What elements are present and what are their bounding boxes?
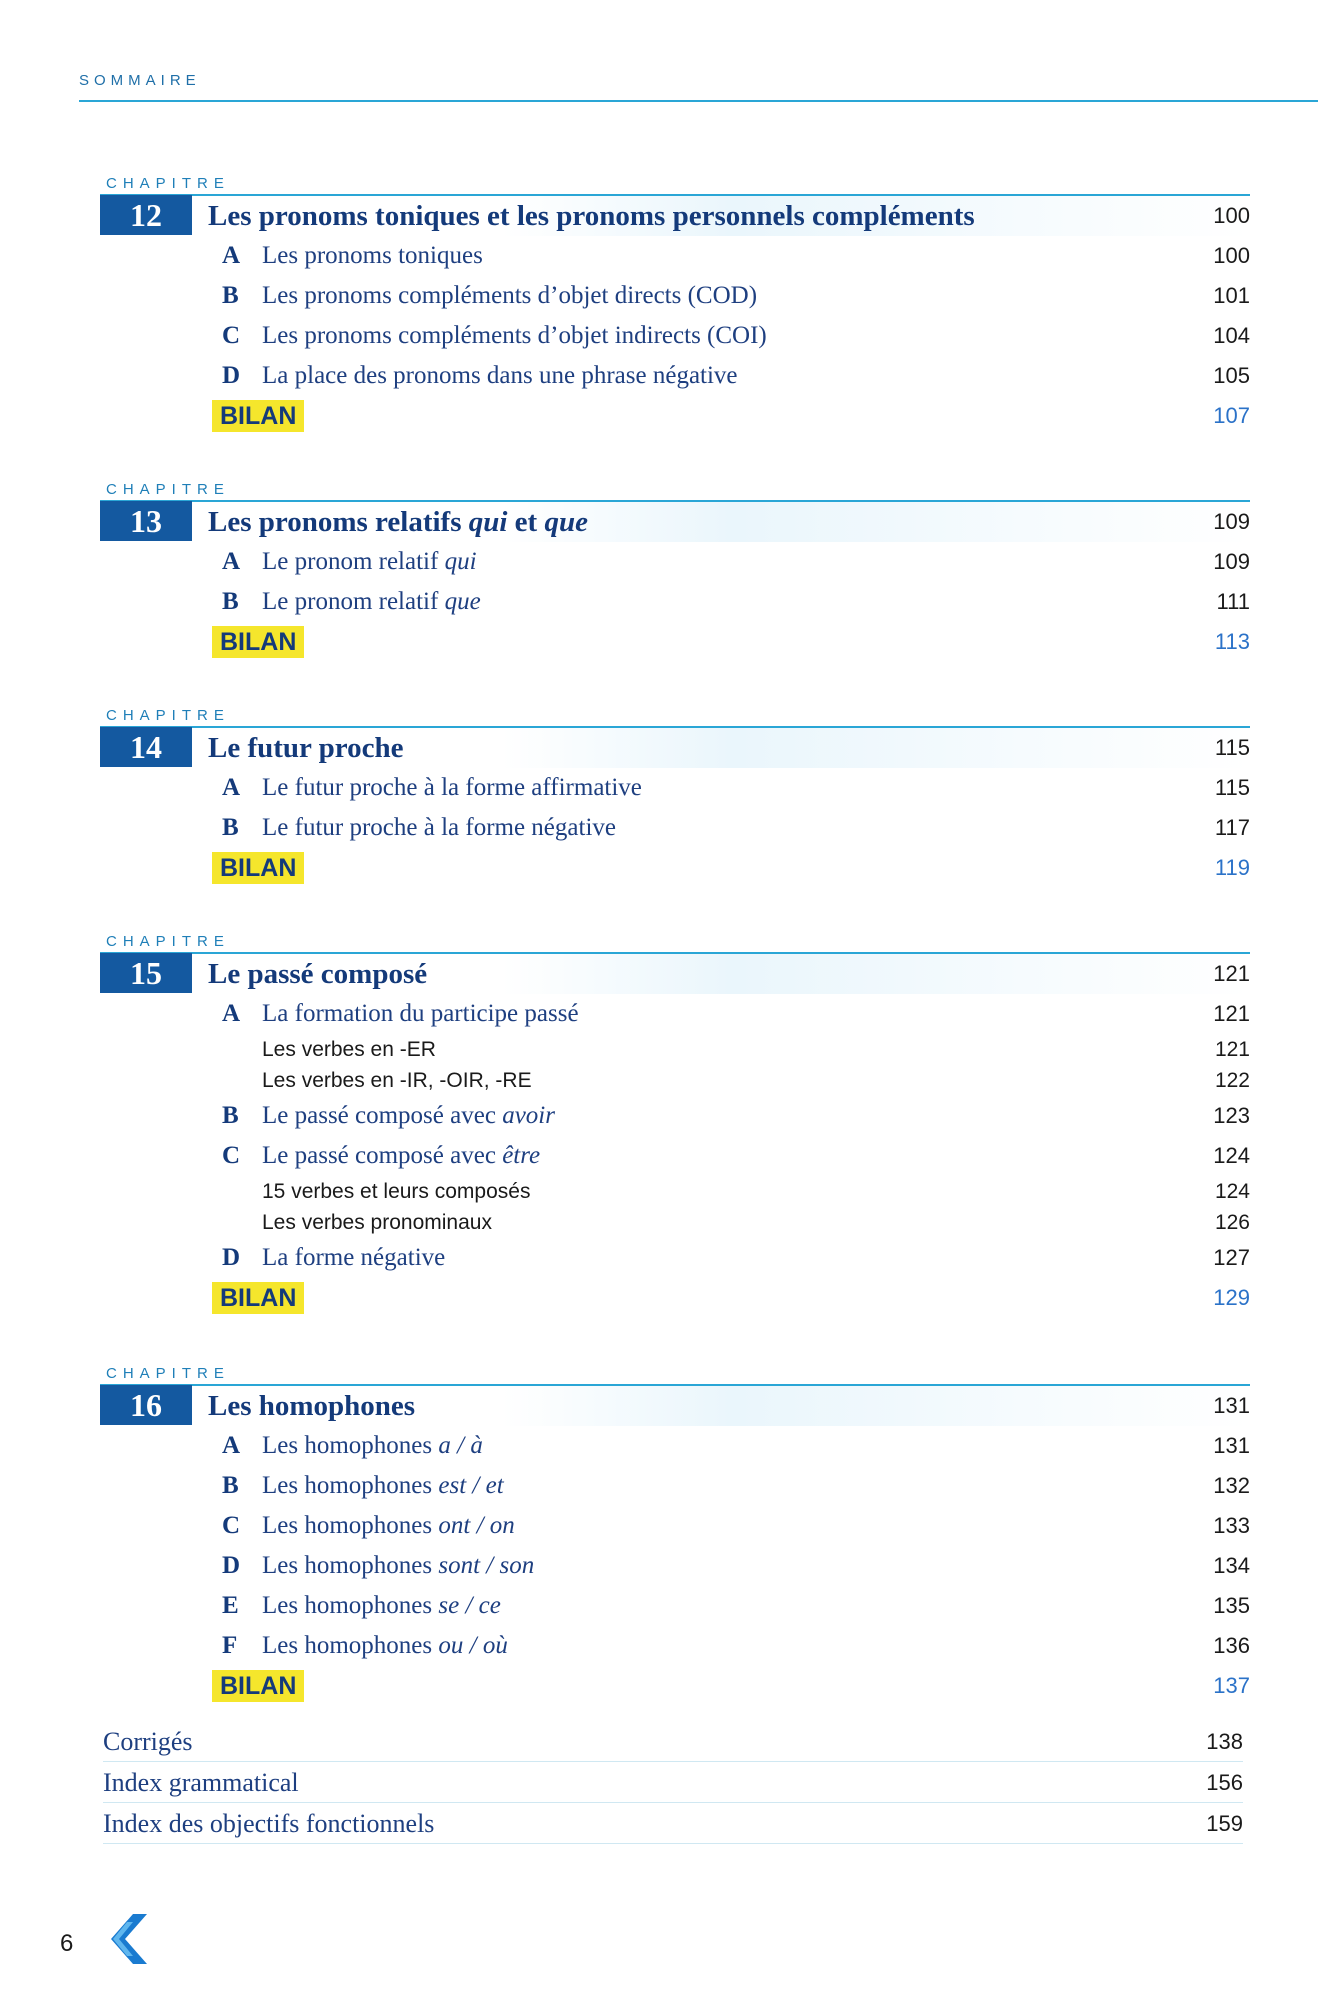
entry-text: Le passé composé avec être [262,1142,541,1169]
entry-letter: A [222,242,241,269]
entry-text: Les pronoms compléments d’objet directs (COD) [262,282,758,309]
entry-letter: A [222,1000,241,1027]
chapter-number: 13 [100,501,192,541]
entry-text: Le futur proche à la forme négative [262,814,616,841]
page-number: 104 [1213,323,1250,348]
entry-letter: C [222,1142,241,1169]
chapter-15 [100,932,1250,1318]
entry-text: Les homophones est / et [262,1472,504,1499]
extra-text: Index grammatical [103,1767,299,1797]
entry-letter: B [222,1102,239,1129]
page-number: 124 [1214,1179,1250,1203]
page-number: 115 [1214,775,1250,800]
page-number: 107 [1213,403,1250,428]
bilan-badge: BILAN [212,1282,304,1314]
page-number: 100 [1213,243,1250,268]
page-number: 117 [1214,815,1250,840]
entry-text: La formation du participe passé [262,1000,579,1027]
page-number: 138 [1206,1728,1243,1754]
page-number: 129 [1213,1285,1250,1310]
toc-subentry[interactable] [100,1176,1250,1207]
entry-letter: E [222,1592,239,1619]
chapter-label: CHAPITRE [106,707,230,724]
toc-entry[interactable] [100,994,1250,1034]
page-number: 156 [1206,1769,1243,1795]
chapter-label: CHAPITRE [106,933,230,950]
page-number: 119 [1214,855,1250,880]
entry-letter: B [222,814,239,841]
chapter-title-row[interactable] [100,500,1250,542]
bilan-badge: BILAN [212,1670,304,1702]
chapter-14 [100,706,1250,888]
toc-extra-corriges[interactable] [103,1722,1243,1762]
toc-entry[interactable] [100,1096,1250,1136]
entry-text: La place des pronoms dans une phrase négative [262,362,738,389]
subentry-text: Les verbes en -ER [262,1037,436,1061]
chapter-number: 12 [100,195,192,235]
entry-text: Les homophones ou / où [262,1632,508,1659]
bilan-row[interactable] [100,622,1250,662]
chapter-title: Le futur proche [208,731,404,764]
page-number: 101 [1213,283,1250,308]
entry-letter: A [222,1432,241,1459]
page-number: 131 [1213,1433,1250,1458]
entry-letter: C [222,322,241,349]
page-number: 126 [1214,1210,1250,1234]
entry-letter: F [222,1632,238,1659]
toc-entry[interactable] [100,1586,1250,1626]
page-number: 133 [1213,1513,1250,1538]
entry-text: Les pronoms toniques [262,242,483,269]
page-number: 136 [1213,1633,1250,1658]
toc-entry[interactable] [100,1506,1250,1546]
page-number: 121 [1214,1037,1250,1061]
page-number: 121 [1213,961,1250,986]
entry-letter: D [222,362,241,389]
back-arrow-icon[interactable] [103,1912,149,1971]
page-number: 113 [1214,629,1250,654]
chapter-title: Les pronoms relatifs qui et que [208,505,588,538]
page-number: 134 [1213,1553,1250,1578]
chapter-12 [100,174,1250,436]
page-number: 100 [1213,203,1250,228]
toc-extra-index-grammatical[interactable] [103,1763,1243,1803]
subentry-text: 15 verbes et leurs composés [262,1179,531,1203]
toc-entry[interactable] [100,276,1250,316]
entry-text: Le pronom relatif qui [262,548,477,575]
page-number: 159 [1206,1810,1243,1836]
chapter-label: CHAPITRE [106,481,230,498]
chapter-number: 16 [100,1385,192,1425]
chapter-13 [100,480,1250,662]
chapter-title: Le passé composé [208,957,428,990]
entry-letter: B [222,588,239,615]
entry-text: Le futur proche à la forme affirmative [262,774,642,801]
chapter-title: Les homophones [208,1389,416,1422]
header-rule [79,100,1318,102]
chapter-title-row[interactable] [100,1384,1250,1426]
header-label: SOMMAIRE [79,72,201,89]
chapter-number: 15 [100,953,192,993]
page-number: 135 [1213,1593,1250,1618]
bilan-row[interactable] [100,1278,1250,1318]
bilan-row[interactable] [100,396,1250,436]
entry-letter: B [222,282,239,309]
toc-subentry[interactable] [100,1034,1250,1065]
chapter-label: CHAPITRE [106,1365,230,1382]
entry-letter: D [222,1244,241,1271]
subentry-text: Les verbes pronominaux [262,1210,492,1234]
chapter-label: CHAPITRE [106,175,230,192]
footer-page-number: 6 [60,1930,74,1957]
chapter-title: Les pronoms toniques et les pronoms personnels compléments [208,199,975,232]
entry-letter: A [222,548,241,575]
toc-subentry[interactable] [100,1065,1250,1096]
toc-extra-index-objectifs[interactable] [103,1804,1243,1844]
toc-subentry[interactable] [100,1207,1250,1238]
toc-entry[interactable] [100,1238,1250,1278]
page-number: 127 [1213,1245,1250,1270]
chapter-title-row[interactable] [100,726,1250,768]
chapter-16 [100,1364,1250,1706]
page-number: 132 [1213,1473,1250,1498]
subentry-text: Les verbes en -IR, -OIR, -RE [262,1068,532,1092]
toc-entry[interactable] [100,768,1250,808]
entry-text: Les homophones a / à [262,1432,483,1459]
toc-entry[interactable] [100,1426,1250,1466]
page-number: 105 [1213,363,1250,388]
toc-entry[interactable] [100,1546,1250,1586]
entry-text: Les homophones se / ce [262,1592,501,1619]
bilan-badge: BILAN [212,852,304,884]
bilan-row[interactable] [100,848,1250,888]
entry-letter: C [222,1512,241,1539]
entry-letter: D [222,1552,241,1579]
page-number: 109 [1213,549,1250,574]
extra-text: Index des objectifs fonctionnels [103,1808,435,1838]
entry-text: Les homophones ont / on [262,1512,515,1539]
entry-text: La forme négative [262,1244,446,1271]
entry-text: Le passé composé avec avoir [262,1102,555,1129]
page-number: 122 [1214,1068,1250,1092]
page-number: 121 [1213,1001,1250,1026]
page-number: 123 [1213,1103,1250,1128]
toc-entry[interactable] [100,236,1250,276]
page-number: 111 [1216,589,1250,614]
page-number: 124 [1213,1143,1250,1168]
toc-entry[interactable] [100,316,1250,356]
toc-entry[interactable] [100,1136,1250,1176]
toc-entry[interactable] [100,356,1250,396]
toc-entry[interactable] [100,542,1250,582]
page-number: 131 [1213,1393,1250,1418]
chapter-title-row[interactable] [100,194,1250,236]
chapter-number: 14 [100,727,192,767]
entry-text: Le pronom relatif que [262,588,481,615]
bilan-badge: BILAN [212,400,304,432]
extra-text: Corrigés [103,1726,193,1756]
page-number: 137 [1213,1673,1250,1698]
entry-text: Les homophones sont / son [262,1552,535,1579]
toc-entry[interactable] [100,808,1250,848]
bilan-row[interactable] [100,1666,1250,1706]
toc-entry[interactable] [100,1626,1250,1666]
toc-entry[interactable] [100,1466,1250,1506]
entry-letter: B [222,1472,239,1499]
bilan-badge: BILAN [212,626,304,658]
chapter-title-row[interactable] [100,952,1250,994]
entry-text: Les pronoms compléments d’objet indirects (COI) [262,322,767,349]
toc-entry[interactable] [100,582,1250,622]
entry-letter: A [222,774,241,801]
page-number: 109 [1213,509,1250,534]
page-number: 115 [1214,735,1250,760]
